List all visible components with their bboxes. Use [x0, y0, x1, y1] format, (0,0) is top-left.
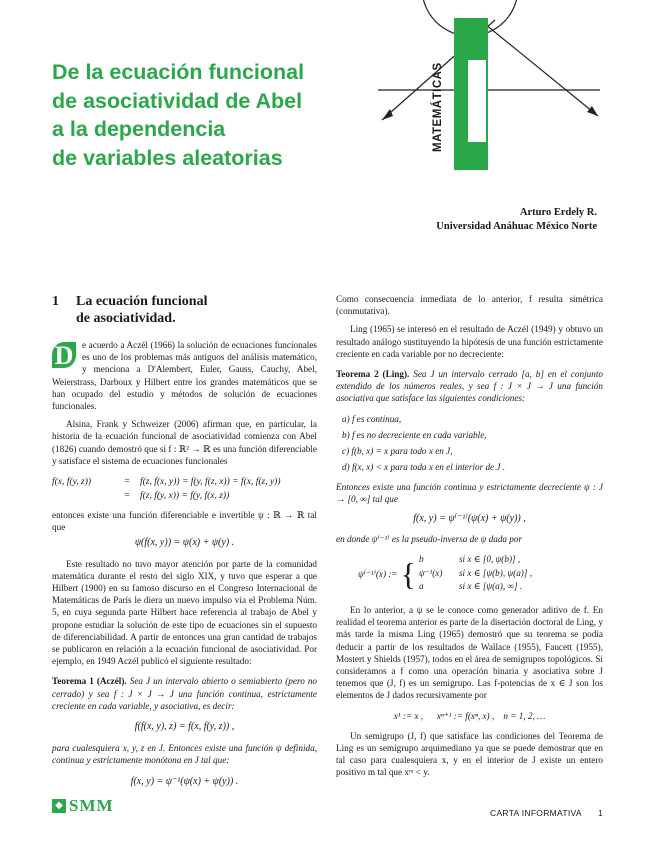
piecewise-rows: [419, 553, 532, 594]
paragraph-consecuencia: Como consecuencia inmediata de lo anterior, f resulta simétrica (conmutativa).: [336, 294, 603, 317]
theorem-1-label: Teorema 1 (Aczél).: [52, 676, 127, 687]
section-title-line-2: de asociatividad.: [76, 311, 176, 326]
condition-c: c) f(b, x) = x para todo x en J,: [342, 445, 453, 456]
theorem-2-statement: Sea J un intervalo cerrado [a, b] en el conjunto extendido de los números reales, y sea f : J × J → J una función asociativa que satisface las siguientes condiciones:: [336, 369, 603, 404]
piecewise-cond: si x ∈ [ψ(b), ψ(a)] ,: [458, 567, 533, 578]
smm-logo-text: SMM: [69, 796, 114, 815]
dropcap-letter: D: [52, 342, 76, 368]
equation-system: [52, 475, 317, 503]
piecewise-value: b: [418, 554, 424, 565]
paragraph-alsina: Alsina, Frank y Schweizer (2006) afirman que, en particular, la historia de la ecuación funcional de asociatividad comienza con Abel (1826) cuando demostró que si f : ℝ² → ℝ es una función diferenciable y satisface el sistema de ecuaciones funcionales: [52, 419, 317, 466]
theorem-1-statement: Sea J un intervalo abierto o semiabierto (pero no cerrado) y sea f : J × J → J una función continua, estrictamente creciente en cada variable, y asociativa, es decir:: [52, 676, 318, 711]
footer-logo: [52, 796, 114, 816]
title-line-1: De la ecuación funcional: [52, 60, 305, 84]
paragraph-arquimediano: Un semigrupo (J, f) que satisface las condiciones del Teorema de Ling es un semigrupo arquimediano ya que se puede demostrar que en tal caso para cualesquiera x, y en el interior de J existe un entero positivo m tal que xᵐ < y.: [336, 730, 603, 778]
author-block: [436, 206, 597, 234]
condition-b: b) f es no decreciente en cada variable,: [342, 429, 487, 440]
theorem-2: [336, 368, 603, 405]
logo-vertical-text: MATEMÁTICAS: [432, 62, 444, 152]
paragraph-entonces: entonces existe una función diferenciable e invertible ψ : ℝ → ℝ tal que: [52, 510, 317, 533]
condition-d: d) f(x, x) < x para toda x en el interior de J .: [342, 461, 506, 472]
smm-logo-icon: ◆: [52, 799, 66, 813]
title-line-2: de asociatividad de Abel: [52, 88, 303, 113]
footer-journal: [490, 808, 603, 818]
piecewise-equation: [336, 553, 603, 594]
piecewise-value: a: [418, 581, 424, 592]
equation-associativity: f(f(x, y), z) = f(x, f(y, z)) ,: [134, 721, 235, 733]
equation-ling: f(x, y) = ψ⁽⁻¹⁾(ψ(x) + ψ(y)) ,: [413, 513, 526, 525]
equation-aczel: f(x, y) = ψ⁻¹(ψ(x) + ψ(y)) .: [130, 775, 239, 787]
eq-system-equals-2: =: [124, 491, 130, 502]
eq-system-equals-1: =: [124, 477, 130, 488]
piecewise-value: ψ⁻¹(x): [418, 567, 443, 578]
theorem-2-label: Teorema 2 (Ling).: [336, 369, 410, 380]
piecewise-brace: {: [400, 555, 416, 592]
theorem-2-conditions: [342, 411, 603, 475]
paragraph-intro: D e acuerdo a Aczél (1966) la solución de ecuaciones funcionales es uno de los problemas más antiguos del análisis matemático, y menciona a D'Alembert, Euler, Gauss, Cauchy, Abel, Weierstrass, Darboux y Hilbert entre los grandes matemáticos que se han ocupado del estudio y métodos de solución de ecuaciones funcionales.: [52, 340, 317, 412]
title-line-3: a la dependencia: [52, 117, 226, 141]
pseudo-inverse-text: en donde ψ⁽⁻¹⁾ es la pseudo-inversa de ψ dada por: [336, 534, 523, 545]
equation-powers: x¹ := x , xⁿ⁺¹ := f(xⁿ, x) , n = 1, 2, …: [393, 710, 546, 721]
right-column: [336, 293, 603, 779]
author-name: Arturo Erdely R.: [519, 207, 597, 218]
paragraph-hilbert: Este resultado no tuvo mayor atención por parte de la comunidad matemática durante el resto del siglo XIX, y tuvo que esperar a que Hilbert (1900) en su famoso discurso en el Congreso Internacional de Matemáticas de París le diera un nuevo impulso vía el Problema Núm. 5, en cuya segunda parte Hilbert hace referencia al trabajo de Abel y propone estudiar la solución de este tipo de ecuaciones sin el supuesto de diferenciabilidad. A partir de entonces una gran cantidad de trabajos se publicaron en relación a la ecuación funcional de asociatividad. Por ejemplo, en 1949 Aczél publicó el siguiente resultado:: [52, 558, 317, 667]
eq-system-lhs: f(x, f(y, z)): [52, 477, 92, 488]
left-column: [52, 293, 317, 797]
journal-name: CARTA INFORMATIVA: [490, 808, 582, 818]
equation-psi: ψ(f(x, y)) = ψ(x) + ψ(y) .: [134, 537, 235, 549]
author-affiliation: Universidad Anáhuac México Norte: [436, 221, 597, 232]
piecewise-cond: si x ∈ [0, ψ(b)] ,: [458, 554, 521, 565]
section-number: 1: [52, 294, 59, 309]
article-title: [52, 58, 372, 172]
piecewise-cond: si x ∈ [ψ(a), ∞] .: [458, 581, 523, 592]
paragraph-generador: En lo anterior, a ψ se le conoce como generador aditivo de f. En realidad el teorema anterior es parte de la disertación doctoral de Ling, y más tarde la misma Ling (1965) demostró que su teorema se podía deducir a partir de los resultados de Wallace (1955), Faucett (1955), Mostert y Shields (1957), todos en el área de semigrupos topológicos. Si consideramos a f como una operación binaria y asociativa sobre J tenemos que (J, f) es un semigrupo. Las f-potencias de x ∈ J son los elementos de J dados recursivamente por: [336, 604, 603, 701]
section-heading: [52, 293, 317, 327]
section-title-line-1: La ecuación funcional: [76, 294, 208, 309]
theorem-1-conclusion: para cualesquiera x, y, z en J. Entonces existe una función ψ definida, continua y estrictamente monótona en J tal que:: [52, 743, 317, 766]
eq-system-rhs-2: f(z, f(y, x)) = f(y, f(x, z)): [140, 491, 230, 502]
theorem-1: [52, 675, 317, 712]
header-logo-graphic: [360, 0, 640, 190]
piecewise-lhs: ψ⁽⁻¹⁾(x) :=: [358, 568, 398, 579]
condition-a: a) f es continua,: [342, 413, 402, 424]
paragraph-ling: Ling (1965) se interesó en el resultado de Aczél (1949) y obtuvo un resultado análogo sustituyendo la hipótesis de una función estrictamente creciente en cada variable por no decreciente:: [336, 324, 603, 359]
eq-system-rhs-1: f(z, f(x, y)) = f(y, f(z, x)) = f(x, f(z, y)): [140, 477, 281, 488]
theorem-2-conclusion: Entonces existe una función continua y estrictamente decreciente ψ : J → [0, ∞] tal que: [336, 481, 603, 504]
title-line-4: de variables aleatorias: [52, 145, 283, 170]
page-number: 1: [598, 808, 604, 818]
